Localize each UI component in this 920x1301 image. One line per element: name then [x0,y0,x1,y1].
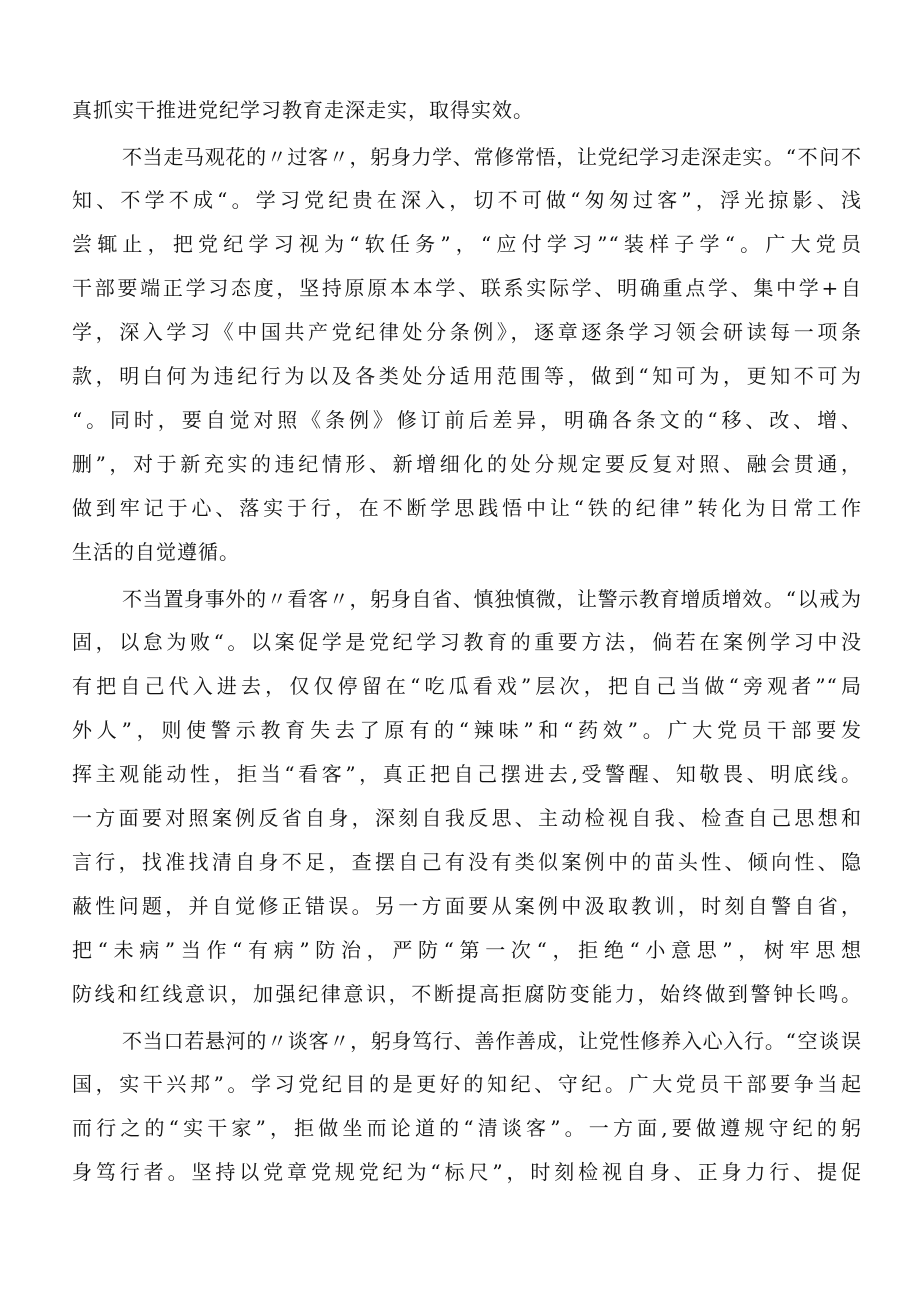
text-line: 身笃行者。坚持以党章党规党纪为“标尺”，时刻检视自身、正身力行、提促 [72,1160,862,1184]
text-line: 外人”，则使警示教育失去了原有的“辣味”和“药效”。广大党员干部要发 [72,718,862,742]
paragraph-lead-tail: 效。“以戒为 [742,587,862,611]
text-line: 国，实干兴邦”。学习党纪目的是更好的知纪、守纪。广大党员干部要争当起 [72,1072,862,1096]
text-line: 做到牢记于心、落实于行，在不断学思践悟中让“铁的纪律”转化为日常工作 [72,496,862,520]
text-line: 蔽性问题，并自觉修正错误。另一方面要从案例中汲取教训，时刻自警自省， [72,894,862,918]
paragraph-lead-tail: “空谈误 [785,1029,862,1053]
text-line: 有把自己代入进去，仅仅停留在“吃瓜看戏”层次，把自己当做“旁观者”“局 [72,674,862,698]
text-line: 把“未病”当作“有病”防治，严防“第一次“，拒绝“小意思”，树牢思想 [72,938,862,962]
text-line: 防线和红线意识，加强纪律意识，不断提高拒腐防变能力，始终做到警钟长鸣。 [72,982,862,1006]
text-line: 真抓实干推进党纪学习教育走深走实，取得实效。 [72,98,534,122]
paragraph-lead: 不当置身事外的〃看客〃，躬身自省、慎独慎微，让警示教育增质增 [122,587,743,611]
text-line: “。同时，要自觉对照《条例》修订前后差异，明确各条文的“移、改、增、 [72,408,862,432]
paragraph-first-line [122,1027,862,1055]
text-line: 尝辄止，把党纪学习视为“软任务”，“应付学习”“装样子学“。广大党员 [72,232,862,256]
text-line: 而行之的“实干家”，拒做坐而论道的“清谈客”。一方面,要做遵规守纪的躬 [72,1116,862,1140]
text-line: 学，深入学习《中国共产党纪律处分条例》，逐章逐条学习领会研读每一项条 [72,320,862,344]
text-line: 干部要端正学习态度，坚持原原本本学、联系实际学、明确重点学、集中学+自 [72,276,862,300]
text-line: 挥主观能动性，拒当“看客”，真正把自己摆进去,受警醒、知敬畏、明底线。 [72,762,862,786]
paragraph-first-line [122,143,862,171]
text-line: 生活的自觉遵循。 [72,540,240,564]
paragraph-first-line [122,585,862,613]
paragraph-lead: 不当走马观花的〃过客〃，躬身力学、常修常悟，让党纪学习走深走 [122,145,743,169]
paragraph-lead-tail: 实。“不问不 [742,145,862,169]
text-line: 一方面要对照案例反省自身，深刻自我反思、主动检视自我、检查自己思想和 [72,806,862,830]
paragraph-lead: 不当口若悬河的〃谈客〃，躬身笃行、善作善成，让党性修养入心入行。 [122,1029,786,1053]
text-line: 固，以怠为败“。以案促学是党纪学习教育的重要方法，倘若在案例学习中没 [72,630,862,654]
text-line: 删”，对于新充实的违纪情形、新增细化的处分规定要反复对照、融会贯通， [72,452,862,476]
text-line: 知、不学不成“。学习党纪贵在深入，切不可做“匆匆过客”，浮光掠影、浅 [72,188,862,212]
text-line: 言行，找准找清自身不足，查摆自己有没有类似案例中的苗头性、倾向性、隐 [72,850,862,874]
text-line: 款，明白何为违纪行为以及各类处分适用范围等，做到“知可为，更知不可为 [72,364,862,388]
